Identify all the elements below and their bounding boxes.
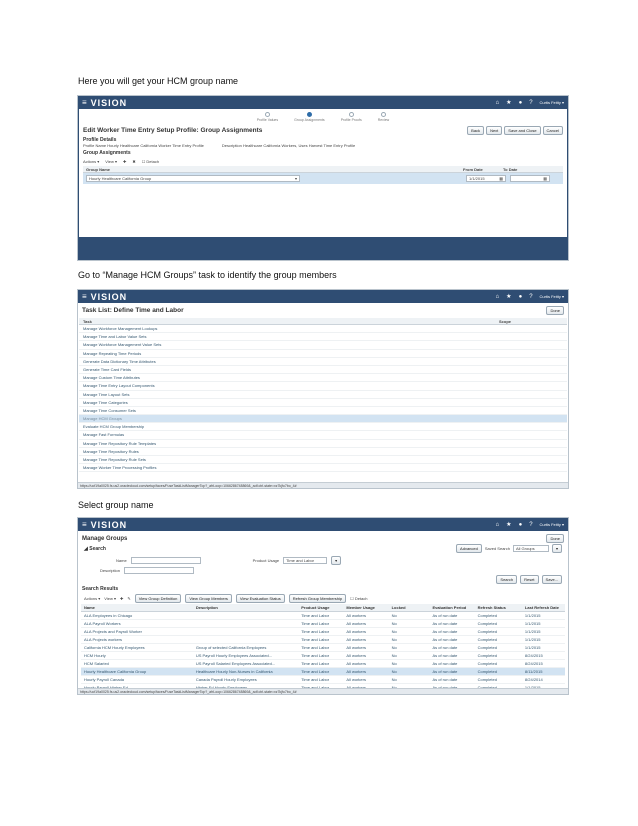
table-cell: Time and Labor bbox=[298, 636, 343, 644]
task-link[interactable]: Manage Workforce Management Lookups bbox=[79, 325, 567, 333]
detach-button[interactable]: ☐ Detach bbox=[350, 596, 368, 601]
table-cell: Completed bbox=[475, 668, 522, 676]
table-cell: All workers bbox=[343, 628, 388, 636]
to-date-input[interactable] bbox=[510, 175, 550, 182]
actions-menu[interactable]: Actions ▾ bbox=[83, 159, 100, 164]
reset-button[interactable]: Reset bbox=[520, 575, 538, 584]
user-menu[interactable]: Curtis Feitty ▾ bbox=[539, 522, 564, 527]
actions-menu[interactable]: Actions ▾ bbox=[84, 596, 101, 601]
home-icon[interactable]: ⌂ bbox=[495, 293, 500, 300]
task-link[interactable]: Manage Repeating Time Periods bbox=[79, 350, 567, 358]
table-cell: Completed bbox=[475, 652, 522, 660]
app-logo: VISION bbox=[90, 97, 128, 108]
table-cell: Completed bbox=[475, 628, 522, 636]
table-cell: US Payroll Hourly Employees Associated... bbox=[193, 652, 298, 660]
add-icon[interactable]: ✚ bbox=[122, 159, 127, 164]
table-header bbox=[79, 318, 567, 325]
table-cell bbox=[193, 620, 298, 628]
task-link[interactable]: Manage Custom Time Attributes bbox=[79, 374, 567, 382]
column-header[interactable]: Member Usage bbox=[343, 604, 388, 612]
column-header[interactable]: Product Usage bbox=[298, 604, 343, 612]
column-header[interactable]: Evaluation Period bbox=[429, 604, 474, 612]
task-link[interactable]: Manage Time Categories bbox=[79, 399, 567, 407]
table-cell: No bbox=[389, 636, 430, 644]
table-cell: No bbox=[389, 628, 430, 636]
profile-name: Profile Name Hourly Healthcare California Worker Time Entry Profile bbox=[83, 143, 204, 148]
table-cell: All workers bbox=[343, 660, 388, 668]
status-url: https://ucf19a0025.fs.us2.oraclecloud.com/setup/faces/FuseTaskListManagerTop?_afrLoop=1066286748869&_adf.ctrl-state=xz7kjfo7bo_4# bbox=[78, 482, 568, 488]
table-cell: Time and Labor bbox=[298, 644, 343, 652]
table-cell: Time and Labor bbox=[298, 612, 343, 620]
chevron-down-icon[interactable]: ▾ bbox=[294, 176, 297, 181]
notifications-icon[interactable]: ● bbox=[518, 521, 523, 528]
table-cell: Completed bbox=[475, 636, 522, 644]
detach-button[interactable]: ☐ Detach bbox=[141, 159, 160, 164]
table-row[interactable] bbox=[81, 620, 565, 628]
table-cell: No bbox=[389, 644, 430, 652]
groups-table bbox=[81, 604, 565, 692]
home-icon[interactable]: ⌂ bbox=[495, 99, 500, 106]
table-cell: All workers bbox=[343, 676, 388, 684]
table-cell: 1/1/2015 bbox=[522, 628, 565, 636]
col-to-date: To Date bbox=[503, 166, 518, 172]
table-cell: As of run date bbox=[429, 612, 474, 620]
table-cell: All workers bbox=[343, 652, 388, 660]
favorites-icon[interactable]: ★ bbox=[506, 294, 512, 300]
results-toolbar bbox=[78, 593, 568, 604]
description-input[interactable] bbox=[124, 567, 194, 574]
table-cell: As of run date bbox=[429, 652, 474, 660]
saved-search-label: Saved Search bbox=[484, 546, 510, 551]
menu-icon[interactable]: ≡ bbox=[82, 98, 88, 107]
cancel-button[interactable]: Cancel bbox=[543, 126, 563, 135]
column-header[interactable]: Locked bbox=[389, 604, 430, 612]
table-row[interactable] bbox=[81, 644, 565, 652]
group-name-link[interactable]: ALA Projects workers bbox=[81, 636, 193, 644]
caption-1: Here you will get your HCM group name bbox=[78, 76, 239, 86]
task-link[interactable]: Manage Fast Formulas bbox=[79, 431, 567, 439]
task-link[interactable]: Generate Time Card Fields bbox=[79, 366, 567, 374]
view-evaluation-status-button[interactable]: View Evaluation Status bbox=[236, 594, 285, 603]
task-link[interactable]: Manage Time Repository Rule Templates bbox=[79, 440, 567, 448]
table-cell: Completed bbox=[475, 644, 522, 652]
table-cell: 1/1/2015 bbox=[522, 644, 565, 652]
user-menu[interactable]: Curtis Feitty ▾ bbox=[539, 294, 564, 299]
screenshot-task-list bbox=[77, 289, 569, 489]
table-cell: All workers bbox=[343, 668, 388, 676]
task-link[interactable]: Manage Time Layout Sets bbox=[79, 391, 567, 399]
table-cell: Group of selected California Employees bbox=[193, 644, 298, 652]
column-header[interactable]: Last Refresh Date bbox=[522, 604, 565, 612]
table-cell: 8/24/2015 bbox=[522, 660, 565, 668]
profile-description: Description Healthcare California Workers, Uses Harvest Time Entry Profile bbox=[221, 143, 356, 148]
caption-3: Select group name bbox=[78, 500, 154, 510]
table-cell: 1/1/2015 bbox=[522, 612, 565, 620]
app-header bbox=[78, 96, 568, 109]
table-cell: 1/1/2015 bbox=[522, 636, 565, 644]
task-link[interactable]: Manage Time Repository Rule Sets bbox=[79, 456, 567, 464]
product-usage-label: Product Usage bbox=[252, 558, 280, 563]
user-menu[interactable]: Curtis Feitty ▾ bbox=[539, 100, 564, 105]
col-task: Task bbox=[83, 318, 92, 324]
done-button[interactable]: Done bbox=[546, 534, 564, 543]
task-link[interactable]: Manage Time Entry Layout Components bbox=[79, 382, 567, 390]
table-cell: Canada Payroll Hourly Employees bbox=[193, 676, 298, 684]
favorites-icon[interactable]: ★ bbox=[506, 100, 512, 106]
group-name-link[interactable]: ALA Payroll Workers bbox=[81, 620, 193, 628]
group-name-select[interactable]: Hourly Healthcare California Group ▾ bbox=[86, 175, 300, 182]
group-name-link[interactable]: HCM Salaried bbox=[81, 660, 193, 668]
col-scope: Scope bbox=[499, 318, 512, 324]
table-row[interactable] bbox=[81, 652, 565, 660]
group-name-link[interactable]: HCM Hourly bbox=[81, 652, 193, 660]
search-heading[interactable]: ◢ Search bbox=[84, 545, 106, 552]
table-cell: No bbox=[389, 660, 430, 668]
table-cell: As of run date bbox=[429, 668, 474, 676]
notifications-icon[interactable]: ● bbox=[518, 293, 523, 300]
page-title: Edit Worker Time Entry Setup Profile: Group Assignments bbox=[83, 127, 263, 134]
profile-details-heading: Profile Details bbox=[83, 137, 117, 143]
train-stops bbox=[83, 111, 563, 123]
table-cell: Time and Labor bbox=[298, 620, 343, 628]
table-cell: All workers bbox=[343, 644, 388, 652]
col-from-date: From Date bbox=[463, 166, 483, 172]
delete-icon[interactable]: ✖ bbox=[132, 159, 136, 164]
group-name-link[interactable]: Hourly Payroll Canada bbox=[81, 676, 193, 684]
table-cell: 8/24/2014 bbox=[522, 676, 565, 684]
advanced-button[interactable]: Advanced bbox=[456, 544, 482, 553]
table-cell: 8/24/2015 bbox=[522, 652, 565, 660]
group-name-link[interactable]: ALA Employees in Chicago bbox=[81, 612, 193, 620]
table-cell: As of run date bbox=[429, 660, 474, 668]
table-toolbar bbox=[83, 159, 563, 164]
table-cell bbox=[193, 636, 298, 644]
table-cell: 8/11/2015 bbox=[522, 668, 565, 676]
table-cell: As of run date bbox=[429, 620, 474, 628]
table-cell: As of run date bbox=[429, 676, 474, 684]
train-step[interactable]: Group Assignments bbox=[294, 112, 325, 122]
table-cell: As of run date bbox=[429, 644, 474, 652]
table-cell: All workers bbox=[343, 620, 388, 628]
view-group-definition-button[interactable]: View Group Definition bbox=[135, 594, 182, 603]
screenshot-group-assignments bbox=[77, 95, 569, 261]
table-cell: 1/1/2015 bbox=[522, 620, 565, 628]
col-group-name: Group Name bbox=[86, 166, 111, 172]
table-cell: No bbox=[389, 676, 430, 684]
screenshot-manage-groups bbox=[77, 517, 569, 695]
chevron-down-icon[interactable]: ▾ bbox=[552, 544, 562, 553]
table-cell: Time and Labor bbox=[298, 676, 343, 684]
add-icon[interactable]: ✚ bbox=[119, 596, 124, 601]
table-cell: Healthcare Hourly Non-Nurses in California bbox=[193, 668, 298, 676]
table-cell: Time and Labor bbox=[298, 628, 343, 636]
table-cell: No bbox=[389, 652, 430, 660]
task-link[interactable]: Manage Time Consumer Sets bbox=[79, 407, 567, 415]
save-close-button[interactable]: Save and Close bbox=[504, 126, 540, 135]
table-row[interactable] bbox=[81, 668, 565, 676]
column-header[interactable]: Description bbox=[193, 604, 298, 612]
calendar-icon[interactable]: ▦ bbox=[543, 176, 547, 181]
caption-2: Go to “Manage HCM Groups” task to identify the group members bbox=[78, 270, 337, 280]
page-content bbox=[79, 109, 567, 237]
table-row[interactable] bbox=[81, 612, 565, 620]
search-results-heading: Search Results bbox=[82, 586, 119, 592]
table-cell: Completed bbox=[475, 612, 522, 620]
table-cell: Time and Labor bbox=[298, 668, 343, 676]
task-list bbox=[79, 325, 567, 472]
save-button[interactable]: Save... bbox=[542, 575, 562, 584]
column-header[interactable]: Refresh Status bbox=[475, 604, 522, 612]
table-cell: Completed bbox=[475, 620, 522, 628]
table-header bbox=[83, 166, 563, 173]
task-link[interactable]: Manage Workforce Management Value Sets bbox=[79, 341, 567, 349]
name-label: Name bbox=[116, 558, 127, 563]
view-menu[interactable]: View ▾ bbox=[104, 596, 116, 601]
app-logo: VISION bbox=[90, 291, 128, 302]
group-assignments-heading: Group Assignments bbox=[83, 150, 131, 156]
table-cell: No bbox=[389, 620, 430, 628]
table-cell: All workers bbox=[343, 636, 388, 644]
app-logo: VISION bbox=[90, 519, 128, 530]
table-cell: No bbox=[389, 668, 430, 676]
table-cell bbox=[193, 628, 298, 636]
train-step[interactable]: Profile Proofs bbox=[341, 112, 362, 122]
status-url: https://ucf19a0025.fs.us2.oraclecloud.com/setup/faces/FuseTaskListManagerTop?_afrLoop=1066286748869&_adf.ctrl-state=xz7kjfo7bo_4# bbox=[78, 688, 568, 694]
train-step[interactable]: Profile Values bbox=[257, 112, 278, 122]
group-name-link[interactable]: ALA Projects and Payroll Worker bbox=[81, 628, 193, 636]
next-button[interactable]: Next bbox=[486, 126, 502, 135]
description-label: Description bbox=[100, 568, 121, 573]
search-button[interactable]: Search bbox=[496, 575, 517, 584]
name-input[interactable] bbox=[131, 557, 201, 564]
notifications-icon[interactable]: ● bbox=[518, 99, 523, 106]
help-icon[interactable]: ? bbox=[529, 521, 533, 528]
table-row[interactable] bbox=[81, 660, 565, 668]
help-icon[interactable]: ? bbox=[529, 293, 533, 300]
table-row[interactable] bbox=[81, 628, 565, 636]
done-button[interactable]: Done bbox=[546, 306, 564, 315]
table-cell: Time and Labor bbox=[298, 660, 343, 668]
edit-icon[interactable]: ✎ bbox=[127, 596, 131, 601]
task-link[interactable]: Evaluate HCM Group Membership bbox=[79, 423, 567, 431]
table-cell: US Payroll Salaried Employees Associated... bbox=[193, 660, 298, 668]
column-header[interactable]: Name bbox=[81, 604, 193, 612]
menu-icon[interactable]: ≡ bbox=[82, 520, 88, 529]
table-header bbox=[81, 604, 565, 612]
table-cell: Time and Labor bbox=[298, 652, 343, 660]
from-date-input[interactable]: 1/1/2015 ▦ bbox=[466, 175, 506, 182]
chevron-down-icon[interactable]: ▾ bbox=[331, 556, 341, 565]
menu-icon[interactable]: ≡ bbox=[82, 292, 88, 301]
saved-search-select[interactable]: All Groups bbox=[513, 545, 549, 552]
table-cell: No bbox=[389, 612, 430, 620]
help-icon[interactable]: ? bbox=[529, 99, 533, 106]
favorites-icon[interactable]: ★ bbox=[506, 522, 512, 528]
home-icon[interactable]: ⌂ bbox=[495, 521, 500, 528]
app-header bbox=[78, 518, 568, 531]
page-title: Manage Groups bbox=[82, 535, 128, 542]
product-usage-select[interactable]: Time and Labor bbox=[283, 557, 327, 564]
back-button[interactable]: Back bbox=[467, 126, 484, 135]
table-row[interactable] bbox=[83, 173, 563, 184]
task-link[interactable]: Manage Time Repository Rules bbox=[79, 448, 567, 456]
train-step[interactable]: Review bbox=[378, 112, 389, 122]
task-link[interactable]: Manage Time and Labor Value Sets bbox=[79, 333, 567, 341]
app-header bbox=[78, 290, 568, 303]
table-cell: All workers bbox=[343, 612, 388, 620]
calendar-icon[interactable]: ▦ bbox=[499, 176, 503, 181]
task-link[interactable]: Manage HCM Groups bbox=[79, 415, 567, 423]
table-cell: As of run date bbox=[429, 628, 474, 636]
task-link[interactable]: Generate Data Dictionary Time Attributes bbox=[79, 358, 567, 366]
task-link[interactable]: Manage Worker Time Processing Profiles bbox=[79, 464, 567, 472]
table-row[interactable] bbox=[81, 636, 565, 644]
group-name-link[interactable]: Hourly Healthcare California Group bbox=[81, 668, 193, 676]
table-cell bbox=[193, 612, 298, 620]
page-title: Task List: Define Time and Labor bbox=[82, 307, 184, 314]
table-row[interactable] bbox=[81, 676, 565, 684]
refresh-group-membership-button[interactable]: Refresh Group Membership bbox=[289, 594, 346, 603]
group-name-link[interactable]: California HCM Hourly Employees bbox=[81, 644, 193, 652]
view-menu[interactable]: View ▾ bbox=[105, 159, 117, 164]
table-cell: Completed bbox=[475, 660, 522, 668]
view-group-members-button[interactable]: View Group Members bbox=[185, 594, 232, 603]
table-cell: Completed bbox=[475, 676, 522, 684]
table-cell: As of run date bbox=[429, 636, 474, 644]
